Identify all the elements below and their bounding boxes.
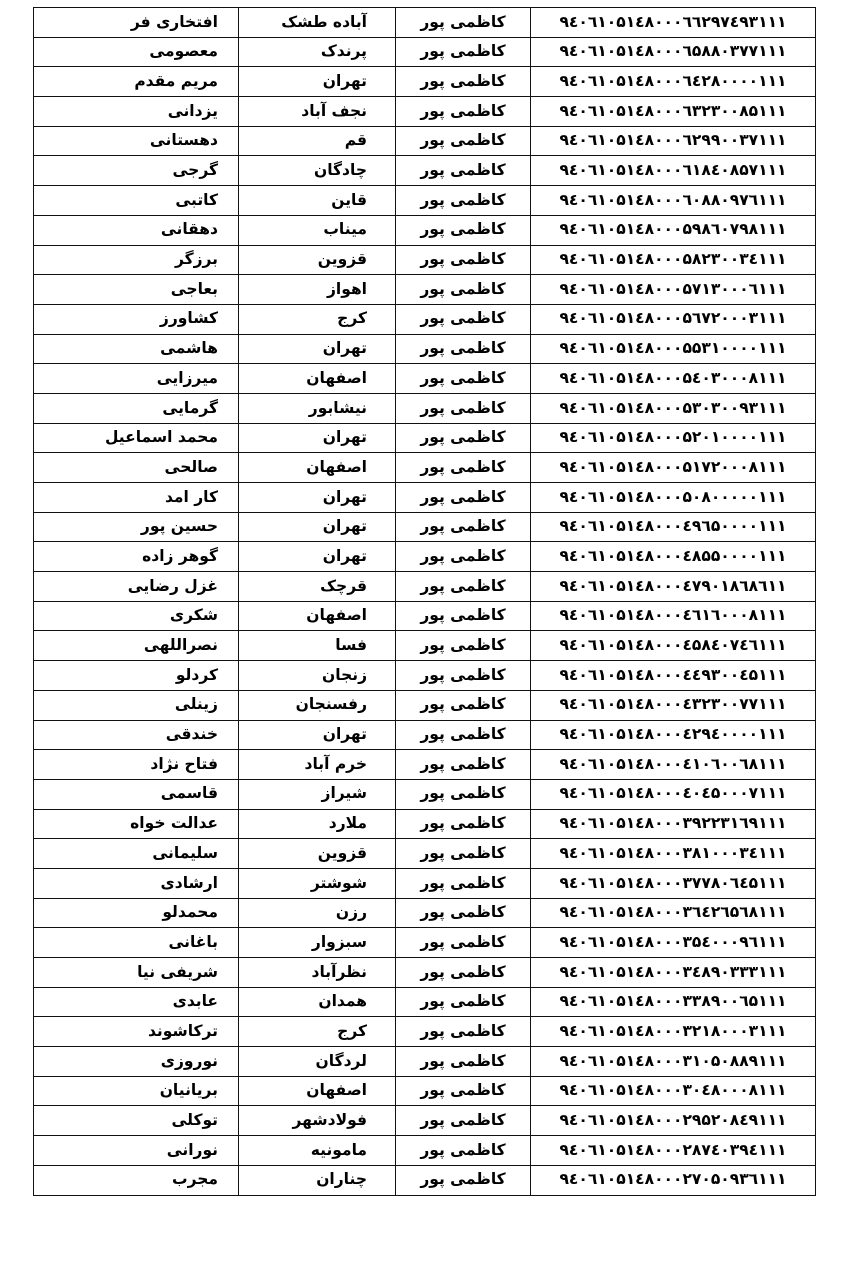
owner-cell: کاظمی پور xyxy=(396,572,531,602)
city-cell: رزن xyxy=(239,898,396,928)
table-row xyxy=(34,898,816,928)
city-cell: اصفهان xyxy=(239,1076,396,1106)
surname-cell: عابدی xyxy=(34,987,239,1017)
city-cell: زنجان xyxy=(239,661,396,691)
city-cell: ملارد xyxy=(239,809,396,839)
code-cell: ۹٤۰٦۱۰۵۱٤۸۰۰۰٤٦۱٦۰۰۰۸۱۱۱ xyxy=(531,601,816,631)
owner-cell: کاظمی پور xyxy=(396,186,531,216)
city-cell: رفسنجان xyxy=(239,690,396,720)
table-row xyxy=(34,215,816,245)
code-cell: ۹٤۰٦۱۰۵۱٤۸۰۰۰٤۸۵۵۰۰۰۰۱۱۱ xyxy=(531,542,816,572)
table-row xyxy=(34,601,816,631)
registry-table xyxy=(33,7,816,1196)
table-row xyxy=(34,809,816,839)
owner-cell: کاظمی پور xyxy=(396,1165,531,1195)
code-cell: ۹٤۰٦۱۰۵۱٤۸۰۰۰۳۹۲۲۳۱٦۹۱۱۱ xyxy=(531,809,816,839)
city-cell: میناب xyxy=(239,215,396,245)
code-cell: ۹٤۰٦۱۰۵۱٤۸۰۰۰۳۲۱۸۰۰۰۳۱۱۱ xyxy=(531,1017,816,1047)
city-cell: نظرآباد xyxy=(239,958,396,988)
surname-cell: حسین پور xyxy=(34,512,239,542)
city-cell: فولادشهر xyxy=(239,1106,396,1136)
code-cell: ۹٤۰٦۱۰۵۱٤۸۰۰۰٦٦۲۹۷٤۹۳۱۱۱ xyxy=(531,8,816,38)
surname-cell: گوهر زاده xyxy=(34,542,239,572)
surname-cell: میرزایی xyxy=(34,364,239,394)
owner-cell: کاظمی پور xyxy=(396,8,531,38)
table-row xyxy=(34,1017,816,1047)
code-cell: ۹٤۰٦۱۰۵۱٤۸۰۰۰۳٤۸۹۰۳۳۳۱۱۱ xyxy=(531,958,816,988)
code-cell: ۹٤۰٦۱۰۵۱٤۸۰۰۰۵۷۱۳۰۰۰٦۱۱۱ xyxy=(531,275,816,305)
code-cell: ۹٤۰٦۱۰۵۱٤۸۰۰۰۵۸۲۳۰۰۳٤۱۱۱ xyxy=(531,245,816,275)
code-cell: ۹٤۰٦۱۰۵۱٤۸۰۰۰۵٤۰۳۰۰۰۸۱۱۱ xyxy=(531,364,816,394)
city-cell: مامونیه xyxy=(239,1136,396,1166)
code-cell: ۹٤۰٦۱۰۵۱٤۸۰۰۰۵٦۷۲۰۰۰۳۱۱۱ xyxy=(531,304,816,334)
city-cell: نجف آباد xyxy=(239,97,396,127)
surname-cell: ترکاشوند xyxy=(34,1017,239,1047)
code-cell: ۹٤۰٦۱۰۵۱٤۸۰۰۰۳۳۸۹۰۰٦۵۱۱۱ xyxy=(531,987,816,1017)
table-row xyxy=(34,364,816,394)
surname-cell: توکلی xyxy=(34,1106,239,1136)
surname-cell: کار امد xyxy=(34,483,239,513)
city-cell: چادگان xyxy=(239,156,396,186)
city-cell: فسا xyxy=(239,631,396,661)
surname-cell: محمد اسماعیل xyxy=(34,423,239,453)
code-cell: ۹٤۰٦۱۰۵۱٤۸۰۰۰۳۸۱۰۰۰۳٤۱۱۱ xyxy=(531,839,816,869)
owner-cell: کاظمی پور xyxy=(396,898,531,928)
owner-cell: کاظمی پور xyxy=(396,393,531,423)
surname-cell: فتاح نژاد xyxy=(34,750,239,780)
table-row xyxy=(34,839,816,869)
surname-cell: افتخاری فر xyxy=(34,8,239,38)
surname-cell: نورانی xyxy=(34,1136,239,1166)
code-cell: ۹٤۰٦۱۰۵۱٤۸۰۰۰۵۹۸٦۰۷۹۸۱۱۱ xyxy=(531,215,816,245)
table-row xyxy=(34,67,816,97)
table-row xyxy=(34,572,816,602)
owner-cell: کاظمی پور xyxy=(396,542,531,572)
surname-cell: کردلو xyxy=(34,661,239,691)
owner-cell: کاظمی پور xyxy=(396,928,531,958)
surname-cell: مریم مقدم xyxy=(34,67,239,97)
city-cell: چناران xyxy=(239,1165,396,1195)
surname-cell: هاشمی xyxy=(34,334,239,364)
surname-cell: نوروزی xyxy=(34,1047,239,1077)
table-row xyxy=(34,868,816,898)
code-cell: ۹٤۰٦۱۰۵۱٤۸۰۰۰۲۸۷٤۰۳۹٤۱۱۱ xyxy=(531,1136,816,1166)
code-cell: ۹٤۰٦۱۰۵۱٤۸۰۰۰۲۹۵۲۰۸٤۹۱۱۱ xyxy=(531,1106,816,1136)
city-cell: قاین xyxy=(239,186,396,216)
table-row xyxy=(34,304,816,334)
surname-cell: عدالت خواه xyxy=(34,809,239,839)
code-cell: ۹٤۰٦۱۰۵۱٤۸۰۰۰٤۲۹٤۰۰۰۰۱۱۱ xyxy=(531,720,816,750)
city-cell: قزوین xyxy=(239,245,396,275)
owner-cell: کاظمی پور xyxy=(396,720,531,750)
table-row xyxy=(34,928,816,958)
city-cell: شوشتر xyxy=(239,868,396,898)
city-cell: کرج xyxy=(239,1017,396,1047)
table-row xyxy=(34,987,816,1017)
code-cell: ۹٤۰٦۱۰۵۱٤۸۰۰۰٤۳۲۳۰۰۷۷۱۱۱ xyxy=(531,690,816,720)
city-cell: اصفهان xyxy=(239,364,396,394)
owner-cell: کاظمی پور xyxy=(396,453,531,483)
table-row xyxy=(34,245,816,275)
city-cell: تهران xyxy=(239,67,396,97)
surname-cell: یزدانی xyxy=(34,97,239,127)
table-row xyxy=(34,275,816,305)
owner-cell: کاظمی پور xyxy=(396,1106,531,1136)
owner-cell: کاظمی پور xyxy=(396,958,531,988)
code-cell: ۹٤۰٦۱۰۵۱٤۸۰۰۰٦٤۲۸۰۰۰۰۱۱۱ xyxy=(531,67,816,97)
table-row xyxy=(34,779,816,809)
registry-table-body xyxy=(34,8,816,1196)
owner-cell: کاظمی پور xyxy=(396,1047,531,1077)
owner-cell: کاظمی پور xyxy=(396,304,531,334)
surname-cell: بعاجی xyxy=(34,275,239,305)
city-cell: قم xyxy=(239,126,396,156)
surname-cell: شریفی نیا xyxy=(34,958,239,988)
table-row xyxy=(34,1076,816,1106)
city-cell: اهواز xyxy=(239,275,396,305)
table-row xyxy=(34,8,816,38)
code-cell: ۹٤۰٦۱۰۵۱٤۸۰۰۰٦۲۹۹۰۰۳۷۱۱۱ xyxy=(531,126,816,156)
code-cell: ۹٤۰٦۱۰۵۱٤۸۰۰۰٦۱۸٤۰۸۵۷۱۱۱ xyxy=(531,156,816,186)
table-row xyxy=(34,393,816,423)
code-cell: ۹٤۰٦۱۰۵۱٤۸۰۰۰٤۵۸٤۰۷٤٦۱۱۱ xyxy=(531,631,816,661)
city-cell: کرج xyxy=(239,304,396,334)
code-cell: ۹٤۰٦۱۰۵۱٤۸۰۰۰۳٦٤۲٦۵٦۸۱۱۱ xyxy=(531,898,816,928)
table-row xyxy=(34,156,816,186)
surname-cell: گرجی xyxy=(34,156,239,186)
city-cell: تهران xyxy=(239,483,396,513)
city-cell: شیراز xyxy=(239,779,396,809)
owner-cell: کاظمی پور xyxy=(396,1136,531,1166)
city-cell: قزوین xyxy=(239,839,396,869)
owner-cell: کاظمی پور xyxy=(396,1076,531,1106)
surname-cell: خندقی xyxy=(34,720,239,750)
code-cell: ۹٤۰٦۱۰۵۱٤۸۰۰۰٤۹٦۵۰۰۰۰۱۱۱ xyxy=(531,512,816,542)
code-cell: ۹٤۰٦۱۰۵۱٤۸۰۰۰٦۵۸۸۰۳۷۷۱۱۱ xyxy=(531,37,816,67)
code-cell: ۹٤۰٦۱۰۵۱٤۸۰۰۰٤۰٤۵۰۰۰۷۱۱۱ xyxy=(531,779,816,809)
table-row xyxy=(34,37,816,67)
owner-cell: کاظمی پور xyxy=(396,631,531,661)
owner-cell: کاظمی پور xyxy=(396,779,531,809)
code-cell: ۹٤۰٦۱۰۵۱٤۸۰۰۰۲۷۰۵۰۹۳٦۱۱۱ xyxy=(531,1165,816,1195)
city-cell: تهران xyxy=(239,512,396,542)
surname-cell: کشاورز xyxy=(34,304,239,334)
surname-cell: شکری xyxy=(34,601,239,631)
surname-cell: مجرب xyxy=(34,1165,239,1195)
table-row xyxy=(34,1106,816,1136)
surname-cell: صالحی xyxy=(34,453,239,483)
owner-cell: کاظمی پور xyxy=(396,97,531,127)
table-row xyxy=(34,1165,816,1195)
table-row xyxy=(34,958,816,988)
surname-cell: نصراللهی xyxy=(34,631,239,661)
code-cell: ۹٤۰٦۱۰۵۱٤۸۰۰۰٤٤۹۳۰۰٤۵۱۱۱ xyxy=(531,661,816,691)
surname-cell: گرمایی xyxy=(34,393,239,423)
owner-cell: کاظمی پور xyxy=(396,601,531,631)
table-row xyxy=(34,661,816,691)
owner-cell: کاظمی پور xyxy=(396,67,531,97)
code-cell: ۹٤۰٦۱۰۵۱٤۸۰۰۰۵۳۰۳۰۰۹۳۱۱۱ xyxy=(531,393,816,423)
table-row xyxy=(34,453,816,483)
city-cell: اصفهان xyxy=(239,601,396,631)
city-cell: همدان xyxy=(239,987,396,1017)
owner-cell: کاظمی پور xyxy=(396,275,531,305)
owner-cell: کاظمی پور xyxy=(396,987,531,1017)
table-row xyxy=(34,690,816,720)
table-row xyxy=(34,1047,816,1077)
owner-cell: کاظمی پور xyxy=(396,690,531,720)
table-row xyxy=(34,720,816,750)
table-row xyxy=(34,483,816,513)
surname-cell: برزگر xyxy=(34,245,239,275)
table-row xyxy=(34,97,816,127)
owner-cell: کاظمی پور xyxy=(396,1017,531,1047)
table-row xyxy=(34,750,816,780)
city-cell: نیشابور xyxy=(239,393,396,423)
table-row xyxy=(34,1136,816,1166)
surname-cell: قاسمی xyxy=(34,779,239,809)
surname-cell: باغانی xyxy=(34,928,239,958)
surname-cell: زینلی xyxy=(34,690,239,720)
city-cell: تهران xyxy=(239,542,396,572)
code-cell: ۹٤۰٦۱۰۵۱٤۸۰۰۰۵۲۰۱۰۰۰۰۱۱۱ xyxy=(531,423,816,453)
code-cell: ۹٤۰٦۱۰۵۱٤۸۰۰۰٤۷۹۰۱۸٦۸٦۱۱ xyxy=(531,572,816,602)
owner-cell: کاظمی پور xyxy=(396,661,531,691)
code-cell: ۹٤۰٦۱۰۵۱٤۸۰۰۰۳۵٤۰۰۰۹٦۱۱۱ xyxy=(531,928,816,958)
table-row xyxy=(34,512,816,542)
owner-cell: کاظمی پور xyxy=(396,868,531,898)
city-cell: تهران xyxy=(239,334,396,364)
owner-cell: کاظمی پور xyxy=(396,37,531,67)
surname-cell: معصومی xyxy=(34,37,239,67)
owner-cell: کاظمی پور xyxy=(396,215,531,245)
owner-cell: کاظمی پور xyxy=(396,245,531,275)
city-cell: تهران xyxy=(239,720,396,750)
city-cell: پرندک xyxy=(239,37,396,67)
city-cell: اصفهان xyxy=(239,453,396,483)
owner-cell: کاظمی پور xyxy=(396,156,531,186)
owner-cell: کاظمی پور xyxy=(396,750,531,780)
surname-cell: کاتبی xyxy=(34,186,239,216)
code-cell: ۹٤۰٦۱۰۵۱٤۸۰۰۰٦۳۲۳۰۰۸۵۱۱۱ xyxy=(531,97,816,127)
owner-cell: کاظمی پور xyxy=(396,839,531,869)
owner-cell: کاظمی پور xyxy=(396,364,531,394)
owner-cell: کاظمی پور xyxy=(396,334,531,364)
surname-cell: دهقانی xyxy=(34,215,239,245)
code-cell: ۹٤۰٦۱۰۵۱٤۸۰۰۰۳۷۷۸۰٦٤۵۱۱۱ xyxy=(531,868,816,898)
city-cell: تهران xyxy=(239,423,396,453)
code-cell: ۹٤۰٦۱۰۵۱٤۸۰۰۰۵۱۷۲۰۰۰۸۱۱۱ xyxy=(531,453,816,483)
owner-cell: کاظمی پور xyxy=(396,126,531,156)
owner-cell: کاظمی پور xyxy=(396,423,531,453)
table-row xyxy=(34,334,816,364)
table-row xyxy=(34,423,816,453)
code-cell: ۹٤۰٦۱۰۵۱٤۸۰۰۰٤۱۰٦۰۰٦۸۱۱۱ xyxy=(531,750,816,780)
code-cell: ۹٤۰٦۱۰۵۱٤۸۰۰۰۳۰٤۸۰۰۰۸۱۱۱ xyxy=(531,1076,816,1106)
code-cell: ۹٤۰٦۱۰۵۱٤۸۰۰۰٦۰۸۸۰۹۷٦۱۱۱ xyxy=(531,186,816,216)
city-cell: قرچک xyxy=(239,572,396,602)
surname-cell: محمدلو xyxy=(34,898,239,928)
surname-cell: ارشادی xyxy=(34,868,239,898)
city-cell: خرم آباد xyxy=(239,750,396,780)
city-cell: لردگان xyxy=(239,1047,396,1077)
table-row xyxy=(34,186,816,216)
city-cell: آباده طشک xyxy=(239,8,396,38)
code-cell: ۹٤۰٦۱۰۵۱٤۸۰۰۰۳۱۰۵۰۸۸۹۱۱۱ xyxy=(531,1047,816,1077)
code-cell: ۹٤۰٦۱۰۵۱٤۸۰۰۰۵۰۸۰۰۰۰۰۱۱۱ xyxy=(531,483,816,513)
surname-cell: بریانیان xyxy=(34,1076,239,1106)
surname-cell: غزل رضایی xyxy=(34,572,239,602)
table-row xyxy=(34,542,816,572)
city-cell: سبزوار xyxy=(239,928,396,958)
owner-cell: کاظمی پور xyxy=(396,512,531,542)
code-cell: ۹٤۰٦۱۰۵۱٤۸۰۰۰۵۵۳۱۰۰۰۰۱۱۱ xyxy=(531,334,816,364)
surname-cell: سلیمانی xyxy=(34,839,239,869)
surname-cell: دهستانی xyxy=(34,126,239,156)
owner-cell: کاظمی پور xyxy=(396,483,531,513)
owner-cell: کاظمی پور xyxy=(396,809,531,839)
table-row xyxy=(34,631,816,661)
table-row xyxy=(34,126,816,156)
